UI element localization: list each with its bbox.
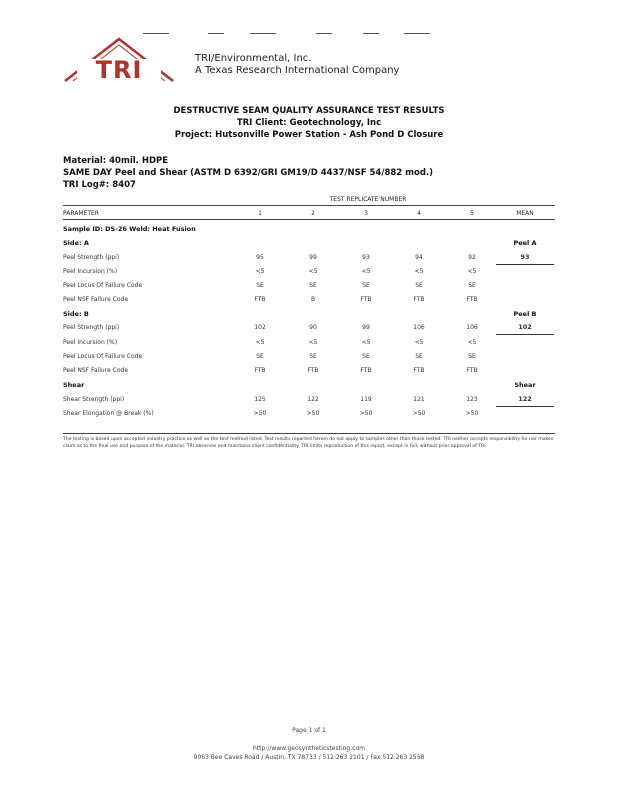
mean-value: 122 — [496, 395, 554, 407]
cell-value: SE — [468, 282, 476, 289]
cell-value: SE — [415, 353, 423, 360]
report-title: DESTRUCTIVE SEAM QUALITY ASSURANCE TEST RESULTS — [173, 106, 445, 116]
disclaimer-note: The testing is based upon accepted industry practice as well as the test method listed. Test results reported herein do not apply to samples other than those tested. TRI neither accepts responsibility for nor makes claim as to the final use and purpose of the material. TRI observes and maintains client confidentiality. TRI limits reproduction of this report, except in full, without prior approval of TRI. — [63, 437, 554, 449]
table-row — [63, 267, 555, 279]
cell-value: FTB — [413, 367, 425, 374]
table-rule — [63, 433, 555, 434]
cell-value: FTB — [254, 296, 266, 303]
method-line: SAME DAY Peel and Shear (ASTM D 6392/GRI GM19/D 4437/NSF 54/882 mod.) — [63, 168, 434, 178]
row-label: Peel NSF Failure Code — [63, 296, 129, 303]
signature-line — [208, 33, 224, 34]
client-line: TRI Client: Geotechnology, Inc — [236, 118, 382, 128]
log-number: TRI Log#: 8407 — [63, 180, 136, 190]
row-label: Peel Incursion (%) — [63, 268, 118, 275]
cell-value: FTB — [360, 367, 372, 374]
signature-line — [363, 33, 379, 34]
table-rule — [63, 219, 555, 220]
cell-value: 102 — [254, 324, 266, 331]
cell-value: >50 — [412, 410, 426, 417]
replicate-header: 1 — [258, 210, 262, 217]
replicate-header: 5 — [470, 210, 474, 217]
table-row — [63, 338, 555, 350]
row-label: Shear Elongation @ Break (%) — [63, 410, 154, 417]
table-row — [63, 253, 555, 265]
table-row — [63, 323, 555, 335]
cell-value: 93 — [362, 254, 370, 261]
cell-value: SE — [256, 353, 264, 360]
cell-value: >50 — [359, 410, 373, 417]
cell-value: >50 — [253, 410, 267, 417]
cell-value: 123 — [466, 396, 478, 403]
cell-value: FTB — [360, 296, 372, 303]
project-line: Project: Hutsonville Power Station - Ash Pond D Closure — [174, 130, 444, 140]
cell-value: <5 — [255, 268, 265, 275]
row-label: Peel Strength (ppi) — [63, 324, 120, 331]
cell-value: >50 — [306, 410, 320, 417]
parameter-header: PARAMETER — [63, 210, 99, 217]
cell-value: FTB — [307, 367, 319, 374]
cell-value: <5 — [361, 268, 371, 275]
company-block — [195, 53, 399, 77]
cell-value: 90 — [309, 324, 317, 331]
signature-line — [250, 33, 276, 34]
website-link[interactable]: http://www.geosyntheticstesting.com — [253, 745, 365, 752]
cell-value: >50 — [465, 410, 479, 417]
cell-value: SE — [415, 282, 423, 289]
shear-mean-label: Shear — [514, 381, 536, 389]
replicate-header: 2 — [311, 210, 315, 217]
cell-value: 99 — [309, 254, 317, 261]
replicate-group-header: TEST REPLICATE NUMBER — [329, 196, 407, 203]
side-b-title: Side: B — [63, 310, 89, 318]
cell-value: <5 — [414, 268, 424, 275]
cell-value: SE — [362, 282, 370, 289]
sample-id: Sample ID: DS-26 Weld: Heat Fusion — [63, 225, 196, 233]
company-tagline: A Texas Research International Company — [195, 65, 400, 76]
table-row — [63, 295, 555, 307]
cell-value: <5 — [308, 268, 318, 275]
cell-value: 106 — [413, 324, 425, 331]
cell-value: 121 — [413, 396, 425, 403]
row-label: Peel Locus Of Failure Code — [63, 282, 143, 289]
table-row — [63, 395, 555, 407]
cell-value: <5 — [361, 339, 371, 346]
address-line: 9063 Bee Caves Road / Austin, TX 78733 / 512 263 2101 / Fax 512 263 2558 — [193, 754, 425, 761]
table-row — [63, 352, 555, 364]
row-label: Peel Incursion (%) — [63, 339, 118, 346]
peel-a-mean-label: Peel A — [513, 239, 537, 247]
cell-value: <5 — [467, 339, 477, 346]
cell-value: FTB — [413, 296, 425, 303]
signature-line — [404, 33, 430, 34]
cell-value: 94 — [415, 254, 423, 261]
cell-value: 122 — [307, 396, 319, 403]
cell-value: FTB — [254, 367, 266, 374]
cell-value: SE — [468, 353, 476, 360]
cell-value: 95 — [256, 254, 264, 261]
side-a-title: Side: A — [63, 239, 89, 247]
svg-text:TRI: TRI — [95, 56, 143, 83]
replicate-header: 3 — [364, 210, 368, 217]
replicate-header: 4 — [417, 210, 421, 217]
cell-value: FTB — [466, 296, 478, 303]
mean-value: 102 — [496, 323, 554, 335]
cell-value: 125 — [254, 396, 266, 403]
cell-value: SE — [309, 282, 317, 289]
cell-value: FTB — [466, 367, 478, 374]
cell-value: 92 — [468, 254, 476, 261]
table-row — [63, 366, 555, 378]
page-number: Page 1 of 1 — [292, 727, 326, 734]
cell-value: SE — [256, 282, 264, 289]
mean-value: 93 — [496, 253, 554, 265]
signature-line — [316, 33, 332, 34]
material-line: Material: 40mil. HDPE — [63, 156, 169, 166]
cell-value: SE — [309, 353, 317, 360]
row-label: Shear Strength (ppi) — [63, 396, 125, 403]
cell-value: 106 — [466, 324, 478, 331]
table-row — [63, 281, 555, 293]
cell-value: <5 — [255, 339, 265, 346]
cell-value: B — [310, 296, 316, 303]
shear-title: Shear — [63, 381, 85, 389]
tri-logo — [63, 37, 175, 83]
cell-value: 119 — [360, 396, 372, 403]
cell-value: <5 — [308, 339, 318, 346]
mean-header: MEAN — [516, 210, 534, 217]
row-label: Peel Locus Of Failure Code — [63, 353, 143, 360]
cell-value: SE — [362, 353, 370, 360]
row-label: Peel NSF Failure Code — [63, 367, 129, 374]
peel-b-mean-label: Peel B — [513, 310, 537, 318]
table-row — [63, 409, 555, 421]
row-label: Peel Strength (ppi) — [63, 254, 120, 261]
cell-value: 99 — [362, 324, 370, 331]
company-name: TRI/Environmental, Inc. — [195, 53, 312, 64]
cell-value: <5 — [414, 339, 424, 346]
signature-line — [143, 33, 169, 34]
table-rule — [63, 205, 555, 206]
cell-value: <5 — [467, 268, 477, 275]
